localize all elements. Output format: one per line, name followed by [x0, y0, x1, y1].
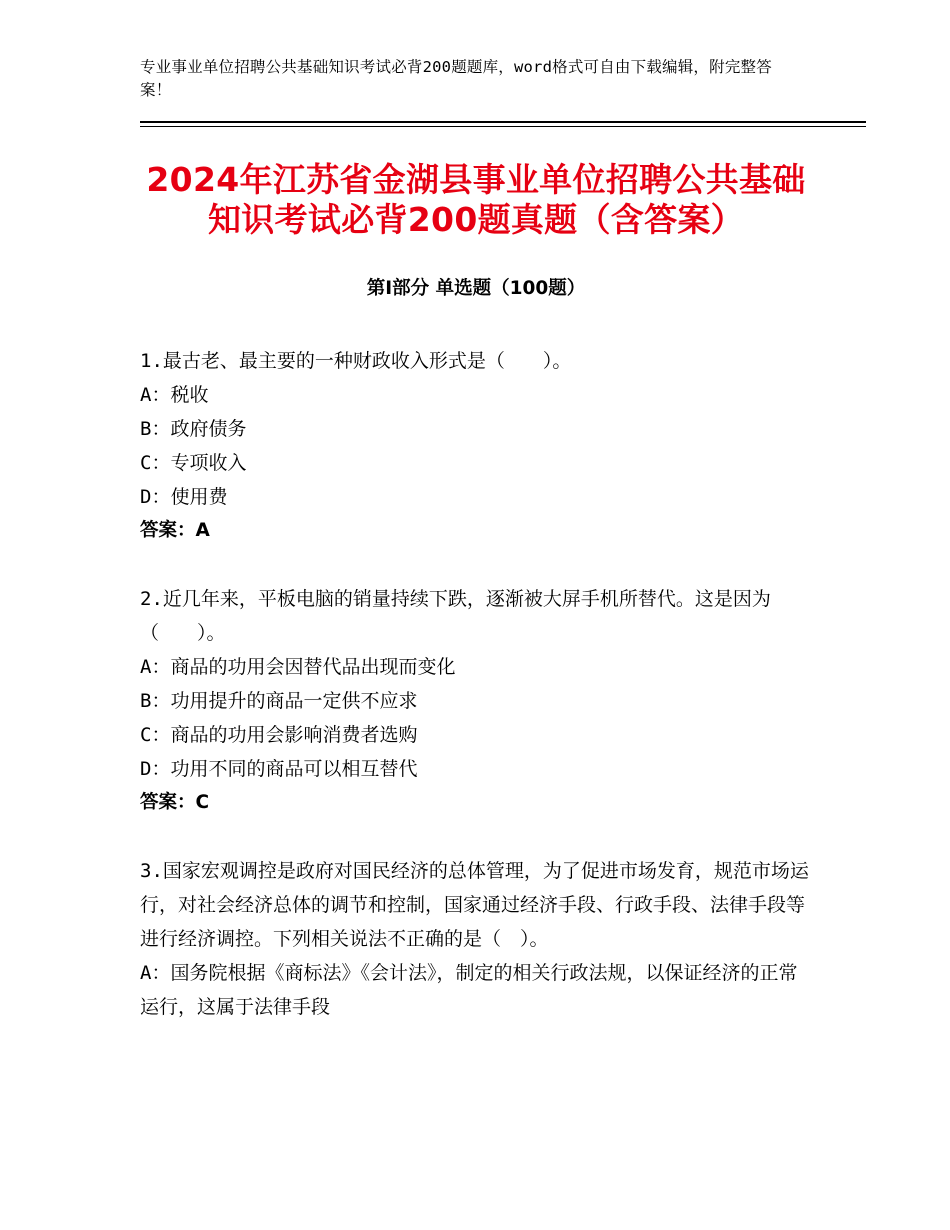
question-2 [140, 582, 810, 820]
option-c: C：专项收入 [140, 452, 247, 474]
option-a: A：税收 [140, 384, 209, 406]
option-b: B：政府债务 [140, 418, 247, 440]
option-c: C：商品的功用会影响消费者选购 [140, 724, 418, 746]
option-a: A：商品的功用会因替代品出现而变化 [140, 656, 456, 678]
header-divider-thick [140, 121, 866, 123]
question-3 [140, 854, 810, 1024]
question-list [140, 344, 810, 1058]
document-title: 2024年江苏省金湖县事业单位招聘公共基础知识考试必背200题真题（含答案） [146, 160, 806, 239]
header-divider-thin [140, 126, 866, 127]
document-header-note: 专业事业单位招聘公共基础知识考试必背200题题库，word格式可自由下载编辑，附完整答案！ [140, 58, 772, 99]
question-stem: 2.近几年来，平板电脑的销量持续下跌，逐渐被大屏手机所替代。这是因为（ ）。 [140, 588, 771, 644]
option-a: A：国务院根据《商标法》《会计法》，制定的相关行政法规，以保证经济的正常运行，这属于法律手段 [140, 962, 798, 1018]
option-b: B：功用提升的商品一定供不应求 [140, 690, 418, 712]
question-stem: 1.最古老、最主要的一种财政收入形式是（ ）。 [140, 350, 572, 372]
answer: 答案：C [140, 792, 210, 813]
option-d: D：使用费 [140, 486, 228, 508]
answer: 答案：A [140, 520, 210, 541]
section-heading: 第Ⅰ部分 单选题（100题） [366, 278, 586, 299]
question-stem: 3.国家宏观调控是政府对国民经济的总体管理，为了促进市场发育，规范市场运行，对社会经济总体的调节和控制，国家通过经济手段、行政手段、法律手段等进行经济调控。下列相关说法不正确的是（ ）。 [140, 860, 809, 950]
option-d: D：功用不同的商品可以相互替代 [140, 758, 418, 780]
question-1 [140, 344, 810, 548]
